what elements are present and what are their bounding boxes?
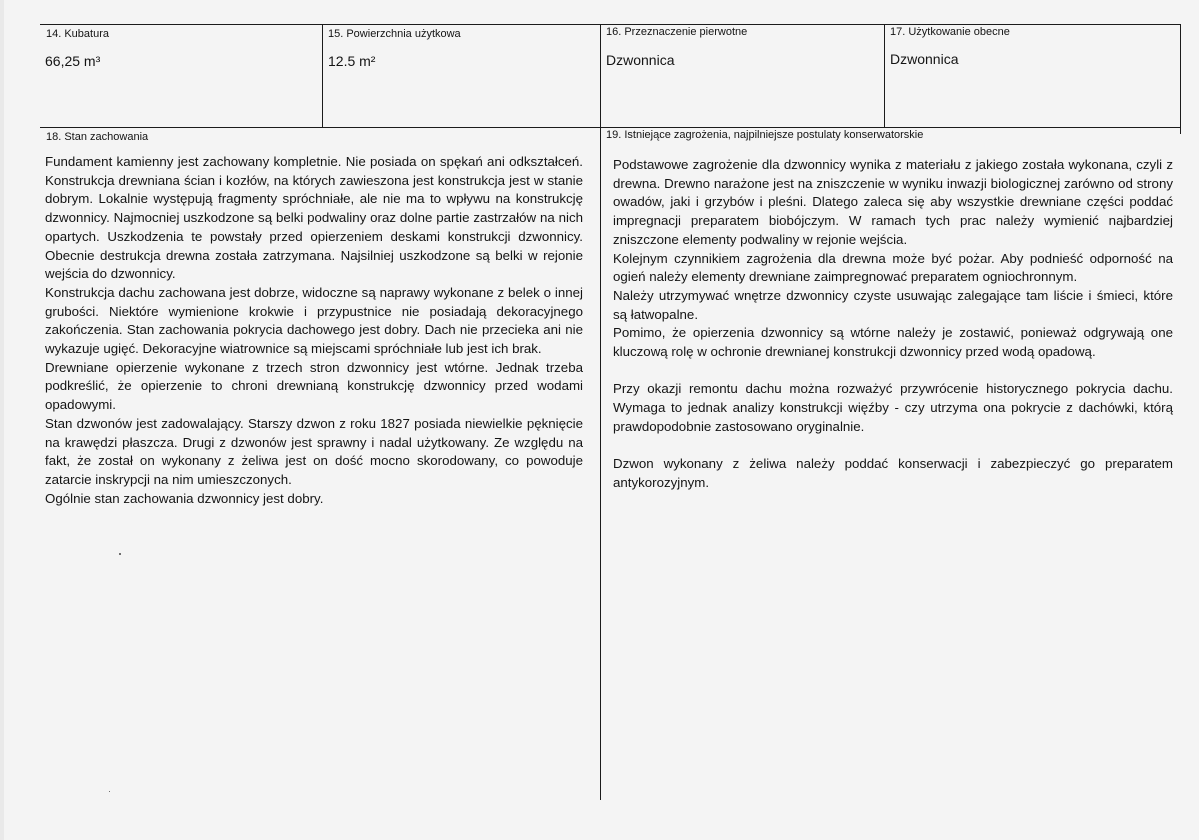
scan-speck (119, 553, 121, 555)
column-divider-1 (322, 24, 323, 127)
scan-edge (0, 0, 4, 840)
field-16-label: 16. Przeznaczenie pierwotne (606, 26, 748, 38)
scan-speck (109, 791, 110, 792)
field-17-label: 17. Użytkowanie obecne (890, 26, 1010, 38)
section-19-paragraph: Kolejnym czynnikiem zagrożenia dla drewna może być pożar. Aby podnieść odporność na ogień należy elementy drewniane zaimpregnować preparatem ogniochronnym. (613, 250, 1173, 285)
section-19-paragraph: Należy utrzymywać wnętrze dzwonnicy czyste usuwając zalegające tam liście i śmieci, które są łatwopalne. (613, 287, 1173, 322)
section-19-text (613, 156, 1173, 493)
field-17-value: Dzwonnica (890, 51, 959, 67)
section-18-paragraph: Konstrukcja dachu zachowana jest dobrze, widoczne są naprawy wykonane z belek o innej grubości. Niektóre wymienione krokwie i przypustnice nie posiadają dekoracyjnego zakończenia. Stan zachowania pokrycia dachowego jest dobry. Dach nie przecieka ani nie wykazuje ugięć. Dekoracyjne wiatrownice są miejscami spróchniałe lub jest ich brak. (45, 284, 583, 357)
section-19-paragraph: Przy okazji remontu dachu można rozważyć przywrócenie historycznego pokrycia dachu. Wymaga to jednak analizy konstrukcji więźby - czy utrzyma ona pokrycie z dachówki, którą prawdopodobnie zastosowano oryginalnie. (613, 381, 1173, 434)
section-19-paragraph: Dzwon wykonany z żeliwa należy poddać konserwacji i zabezpieczyć go preparatem antykorozyjnym. (613, 456, 1173, 490)
section-18-paragraph: Drewniane opierzenie wykonane z trzech stron dzwonnicy jest wtórne. Jednak trzeba podkreślić, że opierzenie to chroni drewnianą konstrukcję dzwonnicy przed wodami opadowymi. (45, 359, 583, 413)
field-14-value: 66,25 m³ (45, 53, 101, 69)
section-18-label: 18. Stan zachowania (46, 131, 149, 143)
column-divider-3 (884, 24, 885, 127)
section-18-paragraph: Ogólnie stan zachowania dzwonnicy jest dobry. (45, 490, 324, 506)
section-18-text (45, 153, 583, 508)
field-15-label: 15. Powierzchnia użytkowa (328, 28, 461, 40)
top-border (40, 24, 1181, 25)
field-16-value: Dzwonnica (606, 52, 675, 68)
column-divider-center (600, 24, 601, 800)
section-19-paragraph: Podstawowe zagrożenie dla dzwonnicy wynika z materiału z jakiego została wykonana, czyli z drewna. Drewno narażone jest na zniszczenie w wyniku inwazji biologicznej zarówno od strony owadów, jaki i grzybów i pleśni. Dlatego zaleca się aby wszystkie drewniane części poddać impregnacji preparatem biobójczym. W ramach tych prac należy wymienić najbardziej zniszczone elementy podwaliny w rejonie wejścia. (613, 157, 1173, 247)
field-15-value: 12.5 m² (328, 53, 376, 69)
section-19-paragraph: Pomimo, że opierzenia dzwonnicy są wtórne należy je zostawić, ponieważ odgrywają one kluczową rolę w ochronie drewnianej konstrukcji dzwonnicy przed wodą opadową. (613, 325, 1173, 360)
section-18-paragraph: Stan dzwonów jest zadowalający. Starszy dzwon z roku 1827 posiada niewielkie pęknięcie na krawędzi płaszcza. Drugi z dzwonów jest sprawny i nadal użytkowany. Ze względu na fakt, że został on wykonany z żeliwa jest on dość mocno skorodowany, co powoduje zatarcie inskrypcji na nim umieszczonych. (45, 415, 583, 487)
section-18-paragraph: Fundament kamienny jest zachowany kompletnie. Nie posiada on spękań ani odkształceń. Konstrukcja drewniana ścian i kozłów, na których zawieszona jest konstrukcja jest w stanie dobrym. Lokalnie występują fragmenty spróchniałe, ale nie ma to wpływu na konstrukcję dzwonnicy. Najmocniej uszkodzone są belki podwaliny oraz dolne partie zastrzałów na nich opartych. Uszkodzenia te powstały przed opierzeniem deskami konstrukcji dzwonnicy. Obecnie destrukcja drewna została zatrzymana. Najsilniej uszkodzone są belki w rejonie wejścia do dzwonnicy. (45, 154, 583, 282)
right-border (1180, 24, 1181, 134)
row-divider (40, 127, 1181, 128)
section-19-label: 19. Istniejące zagrożenia, najpilniejsze postulaty konserwatorskie (606, 129, 924, 141)
field-14-label: 14. Kubatura (46, 28, 109, 40)
